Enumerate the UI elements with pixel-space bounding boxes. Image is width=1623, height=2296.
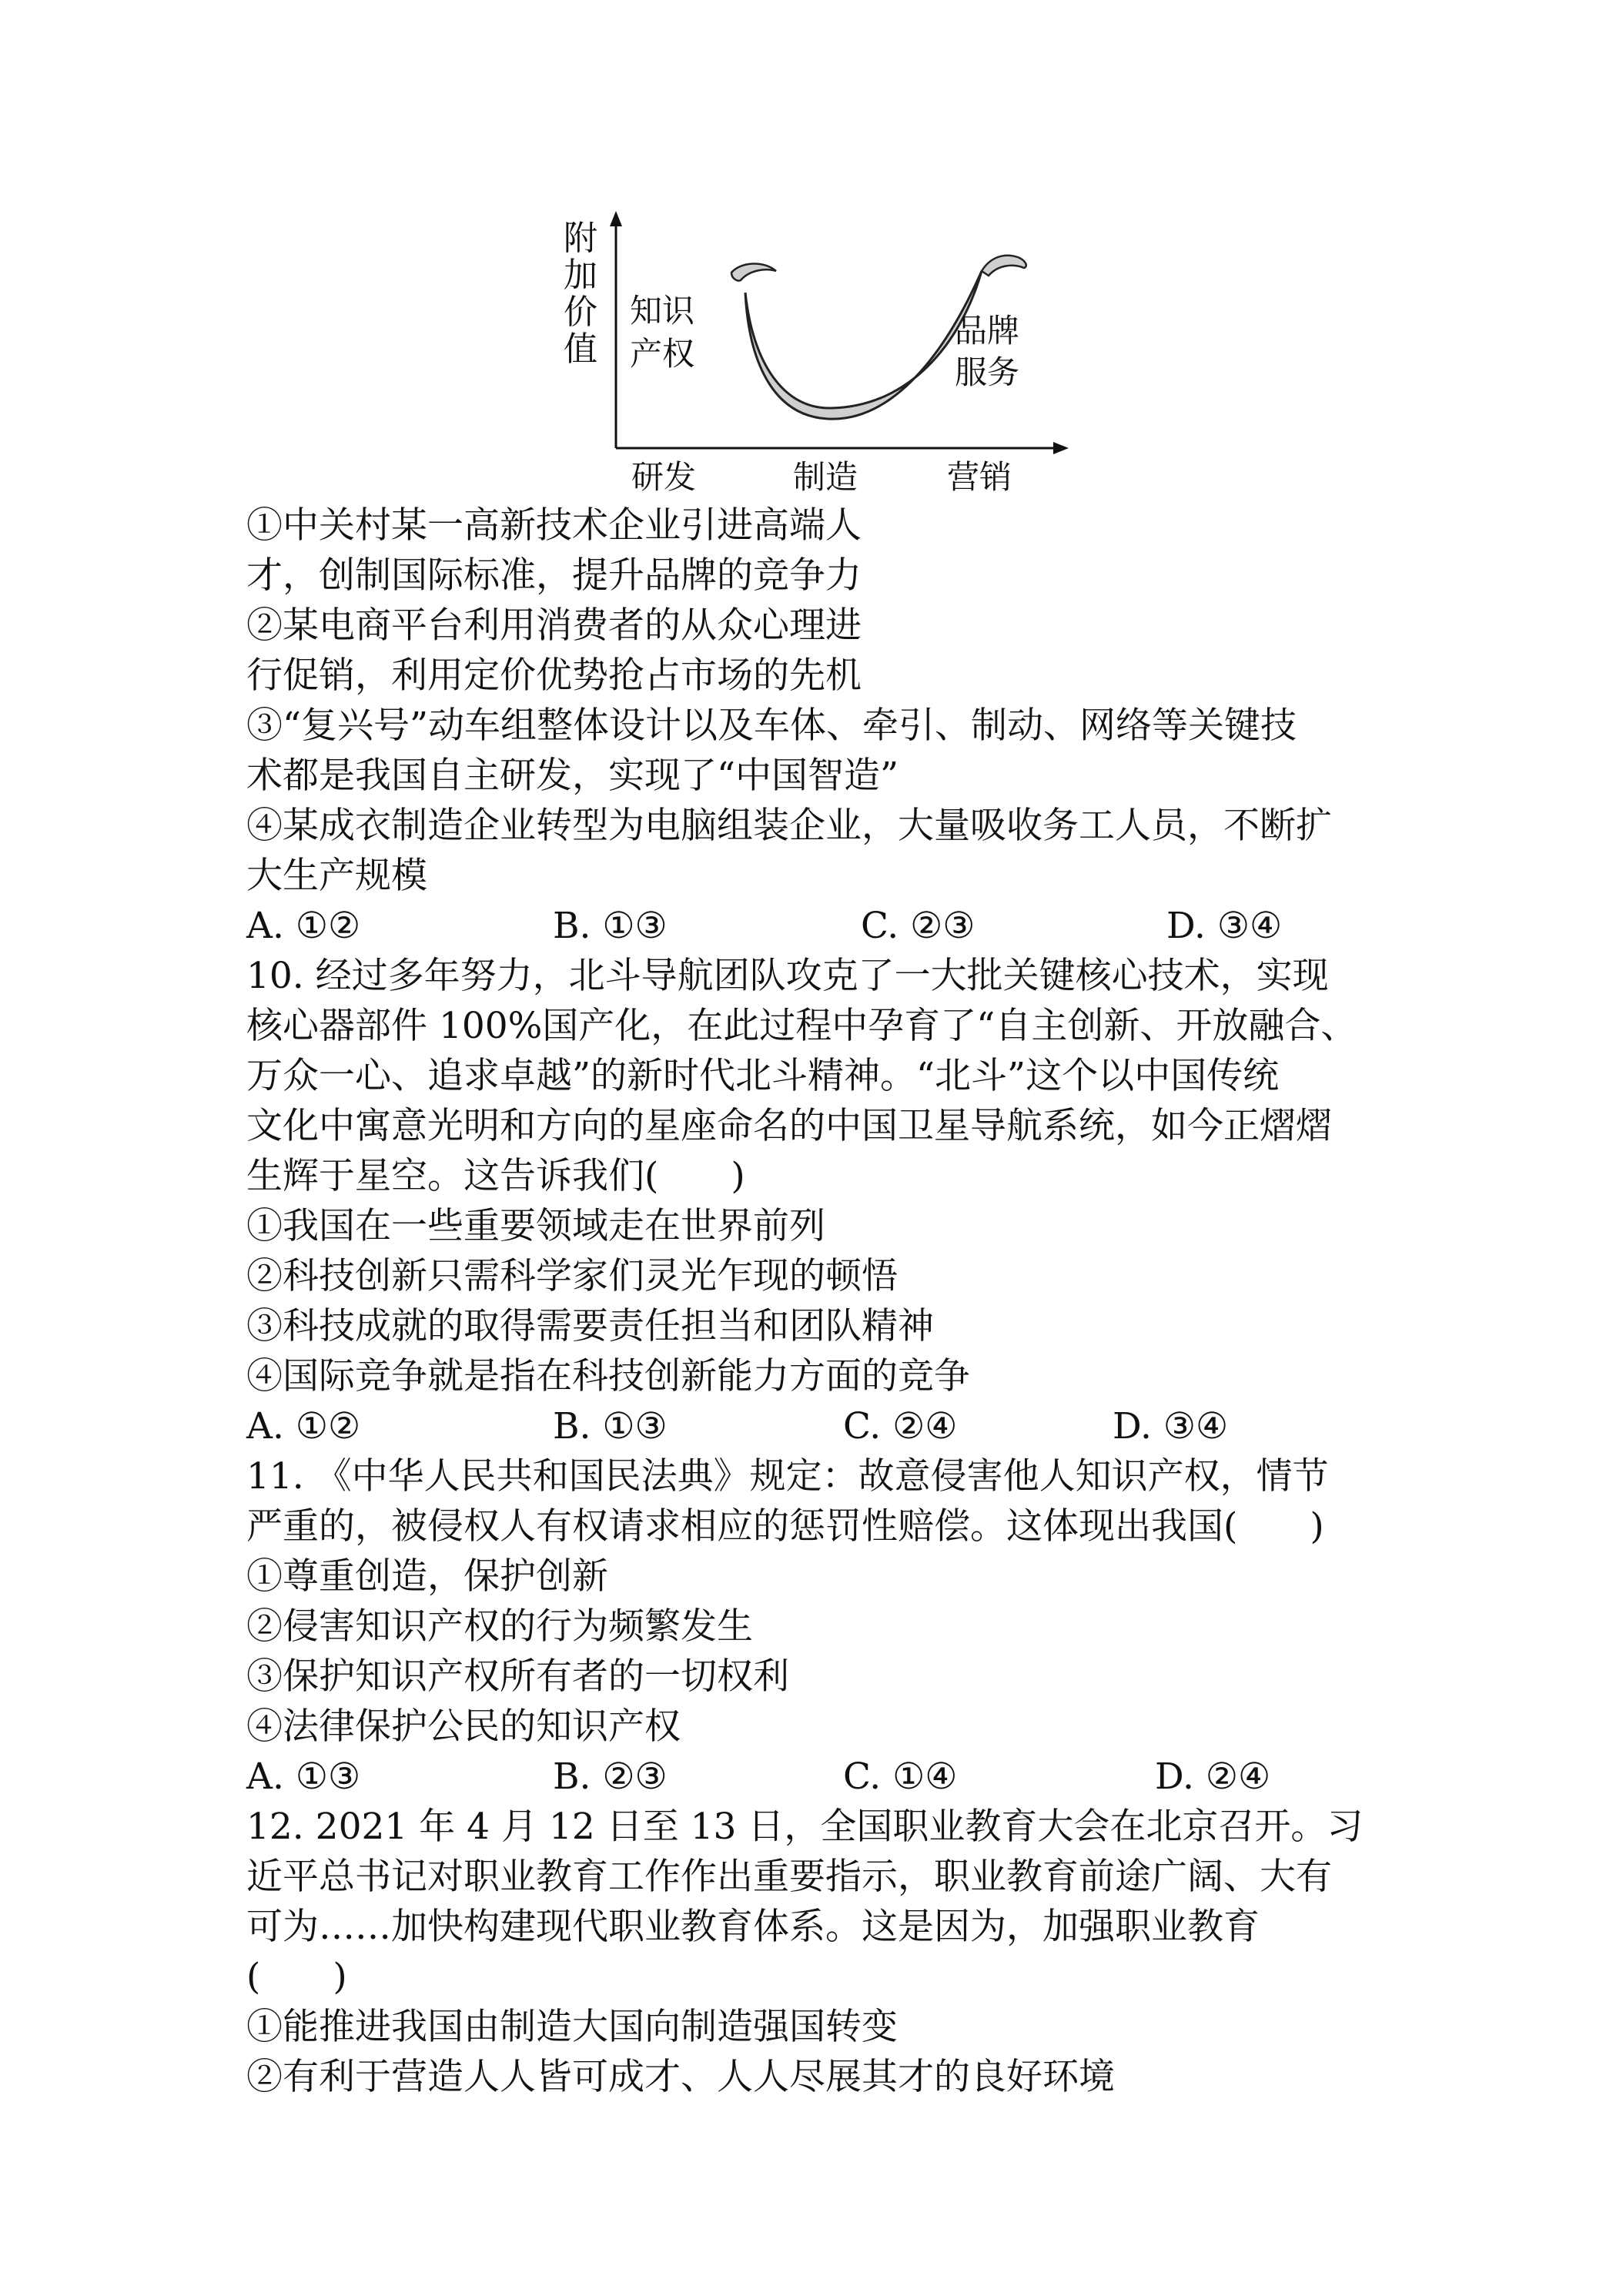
q9-option-text-1b: 才，创制国际标准，提升品牌的竞争力 bbox=[246, 554, 862, 597]
q9-option-text-2b: 行促销，利用定价优势抢占市场的先机 bbox=[246, 654, 862, 697]
q11-choice-a[interactable]: A. ①③ bbox=[246, 1755, 361, 1798]
q9-choice-b[interactable]: B. ①③ bbox=[553, 905, 668, 947]
q10-item-4: ④国际竞争就是指在科技创新能力方面的竞争 bbox=[246, 1355, 970, 1397]
left-label-line-2: 产权 bbox=[630, 335, 695, 373]
y-axis-char-1: 附 bbox=[564, 219, 597, 258]
q9-choice-a[interactable]: A. ①② bbox=[246, 905, 361, 947]
y-axis-arrow bbox=[610, 211, 622, 226]
q10-choices bbox=[246, 1401, 1386, 1451]
q10-item-3: ③科技成就的取得需要责任担当和团队精神 bbox=[246, 1305, 934, 1347]
right-label-line-2: 服务 bbox=[955, 353, 1020, 391]
q9-option-text-4b: 大生产规模 bbox=[246, 855, 427, 897]
right-label-line-1: 品牌 bbox=[955, 312, 1020, 350]
q10-stem-5: 生辉于星空。这告诉我们( ) bbox=[246, 1155, 745, 1197]
smile-curve bbox=[745, 271, 982, 419]
q11-choices bbox=[246, 1752, 1386, 1802]
q9-choice-d[interactable]: D. ③④ bbox=[1166, 905, 1283, 947]
y-axis-char-2: 加 bbox=[564, 256, 597, 295]
q10-choice-d[interactable]: D. ③④ bbox=[1113, 1405, 1229, 1448]
left-tip bbox=[731, 263, 776, 280]
q9-option-text-3a: ③“复兴号”动车组整体设计以及车体、牵引、制动、网络等关键技 bbox=[246, 705, 1297, 747]
y-axis-label bbox=[564, 219, 597, 369]
y-axis-char-3: 价 bbox=[564, 293, 597, 332]
q9-option-text-2a: ②某电商平台利用消费者的从众心理进 bbox=[246, 604, 862, 647]
q9-choices bbox=[246, 901, 1386, 951]
q11-item-3: ③保护知识产权所有者的一切权利 bbox=[246, 1655, 789, 1698]
q9-option-text-4a: ④某成衣制造企业转型为电脑组装企业，大量吸收务工人员，不断扩 bbox=[246, 805, 1332, 847]
q11-choice-c[interactable]: C. ①④ bbox=[843, 1755, 958, 1798]
q10-item-2: ②科技创新只需科学家们灵光乍现的顿悟 bbox=[246, 1255, 898, 1297]
q9-choice-c[interactable]: C. ②③ bbox=[861, 905, 975, 947]
q9-option-text-3b: 术都是我国自主研发，实现了“中国智造” bbox=[246, 755, 899, 797]
q10-choice-b[interactable]: B. ①③ bbox=[553, 1405, 668, 1448]
right-tip bbox=[982, 256, 1026, 276]
y-axis-char-4: 值 bbox=[564, 330, 597, 369]
q12-stem-4: ( ) bbox=[246, 1956, 347, 1998]
q11-item-2: ②侵害知识产权的行为频繁发生 bbox=[246, 1605, 753, 1648]
x-label-2: 制造 bbox=[793, 458, 858, 494]
q10-stem-2: 核心器部件 100%国产化，在此过程中孕育了“自主创新、开放融合、 bbox=[246, 1005, 1357, 1047]
q11-stem-2: 严重的，被侵权人有权请求相应的惩罚性赔偿。这体现出我国( ) bbox=[246, 1505, 1324, 1548]
q11-item-4: ④法律保护公民的知识产权 bbox=[246, 1705, 681, 1748]
left-label-line-1: 知识 bbox=[630, 292, 695, 330]
q10-stem-3: 万众一心、追求卓越”的新时代北斗精神。“北斗”这个以中国传统 bbox=[246, 1055, 1280, 1097]
x-label-1: 研发 bbox=[631, 458, 697, 494]
q11-item-1: ①尊重创造，保护创新 bbox=[246, 1555, 608, 1598]
smile-curve-figure bbox=[539, 202, 1078, 494]
x-axis-arrow bbox=[1053, 442, 1069, 454]
q10-stem-1: 10. 经过多年努力，北斗导航团队攻克了一大批关键核心技术，实现 bbox=[246, 955, 1329, 997]
q12-stem-1: 12. 2021 年 4 月 12 日至 13 日，全国职业教育大会在北京召开。习 bbox=[246, 1806, 1364, 1848]
q12-item-2: ②有利于营造人人皆可成才、人人尽展其才的良好环境 bbox=[246, 2056, 1115, 2098]
q11-choice-d[interactable]: D. ②④ bbox=[1155, 1755, 1271, 1798]
q9-option-text-1a: ①中关村某一高新技术企业引进高端人 bbox=[246, 504, 862, 547]
q10-stem-4: 文化中寓意光明和方向的星座命名的中国卫星导航系统，如今正熠熠 bbox=[246, 1105, 1332, 1147]
q12-item-1: ①能推进我国由制造大国向制造强国转变 bbox=[246, 2006, 898, 2048]
question-text bbox=[246, 500, 1386, 2102]
q10-choice-a[interactable]: A. ①② bbox=[246, 1405, 361, 1448]
q11-choice-b[interactable]: B. ②③ bbox=[553, 1755, 668, 1798]
q10-choice-c[interactable]: C. ②④ bbox=[843, 1405, 958, 1448]
x-label-3: 营销 bbox=[947, 458, 1012, 494]
q12-stem-3: 可为……加快构建现代职业教育体系。这是因为，加强职业教育 bbox=[246, 1906, 1260, 1948]
q12-stem-2: 近平总书记对职业教育工作作出重要指示，职业教育前途广阔、大有 bbox=[246, 1856, 1332, 1898]
q10-item-1: ①我国在一些重要领域走在世界前列 bbox=[246, 1205, 825, 1247]
q11-stem-1: 11. 《中华人民共和国民法典》规定：故意侵害他人知识产权，情节 bbox=[246, 1455, 1329, 1498]
